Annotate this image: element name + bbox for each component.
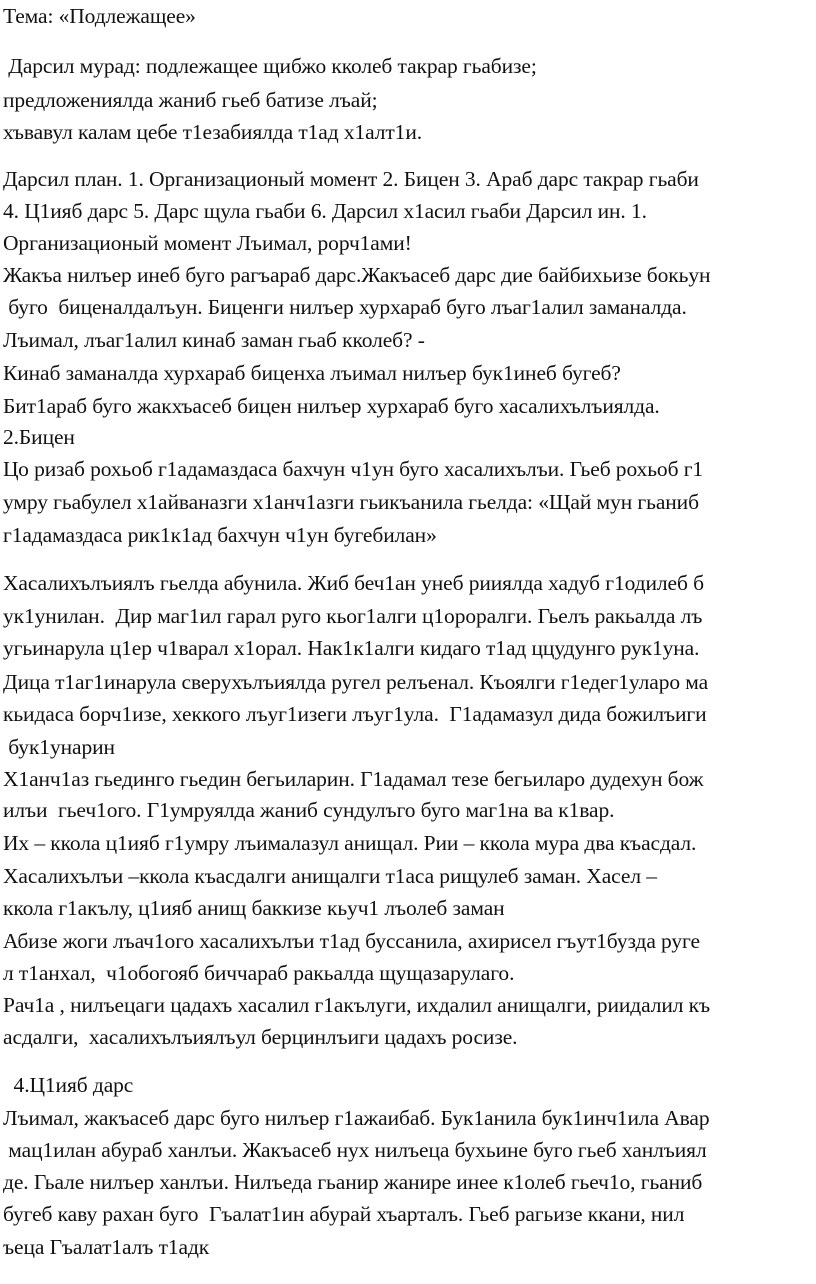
plan-line: Дарсил план. 1. Организационый момент 2. Бицен 3. Араб дарс такрар гьаби bbox=[3, 167, 699, 191]
goal-line: предложениялда жаниб гьеб батизе лъай; bbox=[3, 88, 378, 112]
plan-line: Бит1араб буго жакхъасеб бицен нилъер хурхараб буго хасалихълъиялда. bbox=[3, 394, 660, 418]
document-title: Тема: «Подлежащее» bbox=[3, 4, 196, 28]
story-line: Их – ккола ц1ияб г1умру лъималазул анищал. Рии – ккола мура два къасдал. bbox=[3, 831, 697, 855]
plan-line: 4. Ц1ияб дарс 5. Дарс щула гьаби 6. Дарсил х1асил гьаби Дарсил ин. 1. bbox=[3, 199, 647, 223]
lesson-line: мац1илан абураб ханлъи. Жакъасеб нух нилъеца бухьине буго гьеб ханлъиял bbox=[3, 1138, 707, 1162]
story-line: л т1анхал, ч1обогояб биччараб ракьалда щущазарулаго. bbox=[3, 961, 515, 985]
section-heading: 2.Бицен bbox=[3, 425, 75, 449]
plan-line: Организационый момент Лъимал, рорч1ами! bbox=[3, 231, 412, 255]
story-line: Хасалихълъи –ккола къасдалги анищалги т1аса рищулеб заман. Хасел – bbox=[3, 864, 657, 888]
story-line: кьидаса борч1изе, хеккого лъуг1изеги лъуг1ула. Г1адамазул дида божилъиги bbox=[3, 702, 707, 726]
story-line: асдалги, хасалихълъиялъул берцинлъиги цадахъ росизе. bbox=[3, 1025, 518, 1049]
story-line: Дица т1аг1инарула сверухълъиялда ругел релъенал. Къоялги г1едег1уларо ма bbox=[3, 670, 709, 694]
story-line: ккола г1акълу, ц1ияб анищ баккизе кьуч1 лъолеб заман bbox=[3, 896, 505, 920]
story-line: Х1анч1аз гьединго гьедин бегьиларин. Г1адамал тезе бегьиларо дудехун бож bbox=[3, 767, 704, 791]
plan-line: умру гьабулел х1айваназги х1анч1азги гьикъанила гьелда: «Щай мун гьаниб bbox=[3, 490, 699, 514]
goal-line: хъвавул калам цебе т1езабиялда т1ад х1алт1и. bbox=[3, 120, 423, 144]
lesson-line: де. Гьале нилъер ханлъи. Нилъеда гьанир жанире инее к1олеб гьеч1о, гьаниб bbox=[3, 1170, 703, 1194]
plan-line: г1адамаздаса рик1к1ад бахчун ч1ун бугебилан» bbox=[3, 523, 437, 547]
lesson-line: Лъимал, жакъасеб дарс буго нилъер г1ажаибаб. Бук1анила бук1инч1ила Авар bbox=[3, 1106, 710, 1130]
lesson-line: ъеца Гъалат1алъ т1адк bbox=[3, 1235, 210, 1259]
story-line: бук1унарин bbox=[3, 735, 115, 759]
story-line: ук1унилан. Дир маг1ил гарал руго кьог1алги ц1ороралги. Гьелъ ракьалда лъ bbox=[3, 604, 703, 628]
story-line: Абизе жоги лъач1ого хасалихълъи т1ад буссанила, ахирисел гъут1бузда руге bbox=[3, 929, 700, 953]
plan-line: Кинаб заманалда хурхараб биценха лъимал нилъер бук1инеб бугеб? bbox=[3, 361, 621, 385]
plan-line: Цо ризаб рохьоб г1адамаздаса бахчун ч1ун буго хасалихълъи. Гьеб рохьоб г1 bbox=[3, 457, 704, 481]
plan-line: Лъимал, лъаг1алил кинаб заман гьаб кколеб? - bbox=[3, 328, 425, 352]
section-heading: 4.Ц1ияб дарс bbox=[3, 1073, 134, 1097]
plan-line: Жакъа нилъер инеб буго рагъараб дарс.Жакъасеб дарс дие байбихьизе бокьун bbox=[3, 263, 711, 287]
story-line: Рач1а , нилъецаги цадахъ хасалил г1акълуги, ихдалил анищалги, риидалил къ bbox=[3, 993, 711, 1017]
lesson-line: бугеб каву рахан буго Гъалат1ин абурай хъарталъ. Гьеб рагьизе ккани, нил bbox=[3, 1202, 685, 1226]
story-line: Хасалихълъиялъ гьелда абунила. Жиб беч1ан унеб рииялда хадуб г1одилеб б bbox=[3, 571, 704, 595]
story-line: угьинарула ц1ер ч1варал х1орал. Нак1к1алги кидаго т1ад ццудунго рук1уна. bbox=[3, 636, 700, 660]
goal-line: Дарсил мурад: подлежащее щибжо кколеб такрар гьабизе; bbox=[3, 54, 537, 78]
plan-line: буго биценалдалъун. Биценги нилъер хурхараб буго лъаг1алил заманалда. bbox=[3, 295, 687, 319]
story-line: илъи гьеч1ого. Г1умруялда жаниб сундулъго буго маг1на ва к1вар. bbox=[3, 798, 615, 822]
